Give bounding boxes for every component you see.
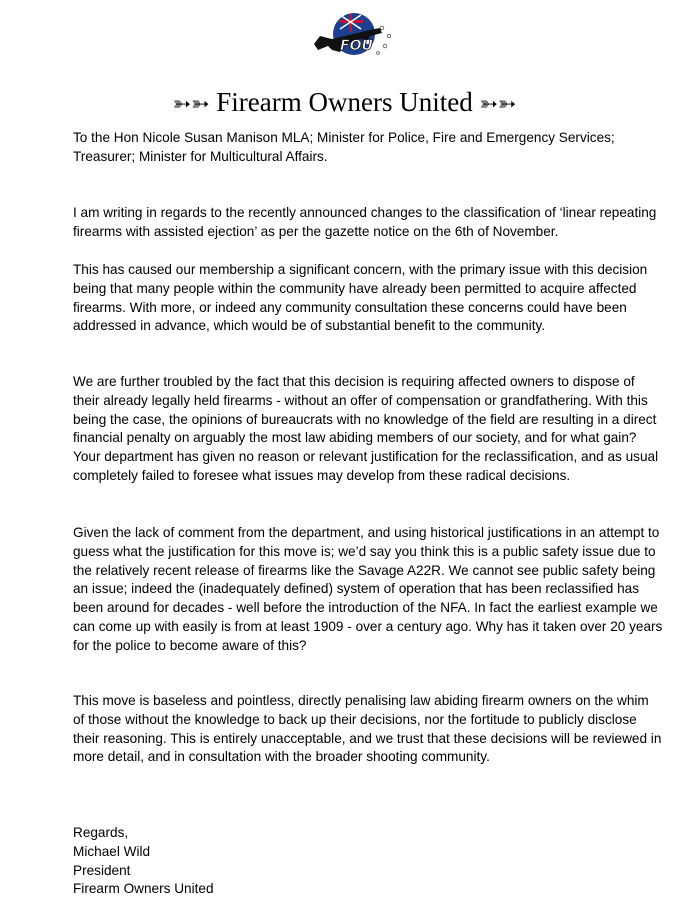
signer-organization: Firearm Owners United xyxy=(73,881,214,897)
letter-paragraph: We are further troubled by the fact that this decision is requiring affected owners to dispose of their already legally held firearms - without an offer of compensation or grandfathering. With this being the case, the opinions of bureaucrats with no knowledge of the field are resulting in a direct financial penalty on arguably the most law abiding members of our society, and for what gain? Your department has given no reason or relevant justification for the reclassification, and as usual completely failed to foresee what issues may develop from these radical decisions. xyxy=(73,374,659,483)
letter-paragraph: Given the lack of comment from the department, and using historical justifications in an attempt to guess what the justification for this move is; we’d say you think this is a public safety issue due to the relatively recent release of firearms like the Savage A22R. We cannot see public safety being an issue; indeed the (inadequately defined) system of operation that has been reclassified has been around for decades - well before the introduction of the NFA. In fact the earliest example we can come up with easily is from at least 1909 - over a century ago. Why has it taken over 20 years for the police to become aware of this? xyxy=(73,525,663,653)
signer-title: President xyxy=(73,862,131,878)
logo-star xyxy=(383,44,387,48)
letter-paragraph: I am writing in regards to the recently announced changes to the classification of ‘linear repeating firearms with assisted ejection’ as per the gazette notice on the 6th of November. xyxy=(73,205,657,239)
signer-name: Michael Wild xyxy=(73,843,151,859)
logo-star xyxy=(380,26,384,30)
page-title xyxy=(0,86,689,120)
organization-title: Firearm Owners United xyxy=(216,87,473,117)
letter-paragraph: This move is baseless and pointless, directly penalising law abiding firearm owners on the whim of those without the knowledge to back up their decisions, nor the fortitude to publicly disclose their reasoning. This is entirely unacceptable, and we trust that these decisions will be reviewed in more detail, and in consultation with the broader shooting community. xyxy=(73,693,662,765)
closing: Regards, xyxy=(73,825,129,840)
logo-graphic xyxy=(310,6,402,64)
ornament-left-icon: ➳➳ xyxy=(172,91,210,116)
logo-lettering: FOU xyxy=(340,38,373,54)
logo-star xyxy=(387,34,390,37)
logo-star xyxy=(377,52,380,55)
letter-paragraph: This has caused our membership a significant concern, with the primary issue with this decision being that many people within the community have already been permitted to acquire affected firearms. With more, or indeed any community consultation these concerns could have been addressed in advance, which would be of substantial benefit to the community. xyxy=(73,262,648,334)
signature-block xyxy=(73,824,663,899)
organization-logo xyxy=(310,6,402,64)
recipient-line: To the Hon Nicole Susan Manison MLA; Minister for Police, Fire and Emergency Services; Treasurer; Minister for Multicultural Affairs. xyxy=(73,130,615,164)
ornament-right-icon: ➳➳ xyxy=(479,91,517,116)
